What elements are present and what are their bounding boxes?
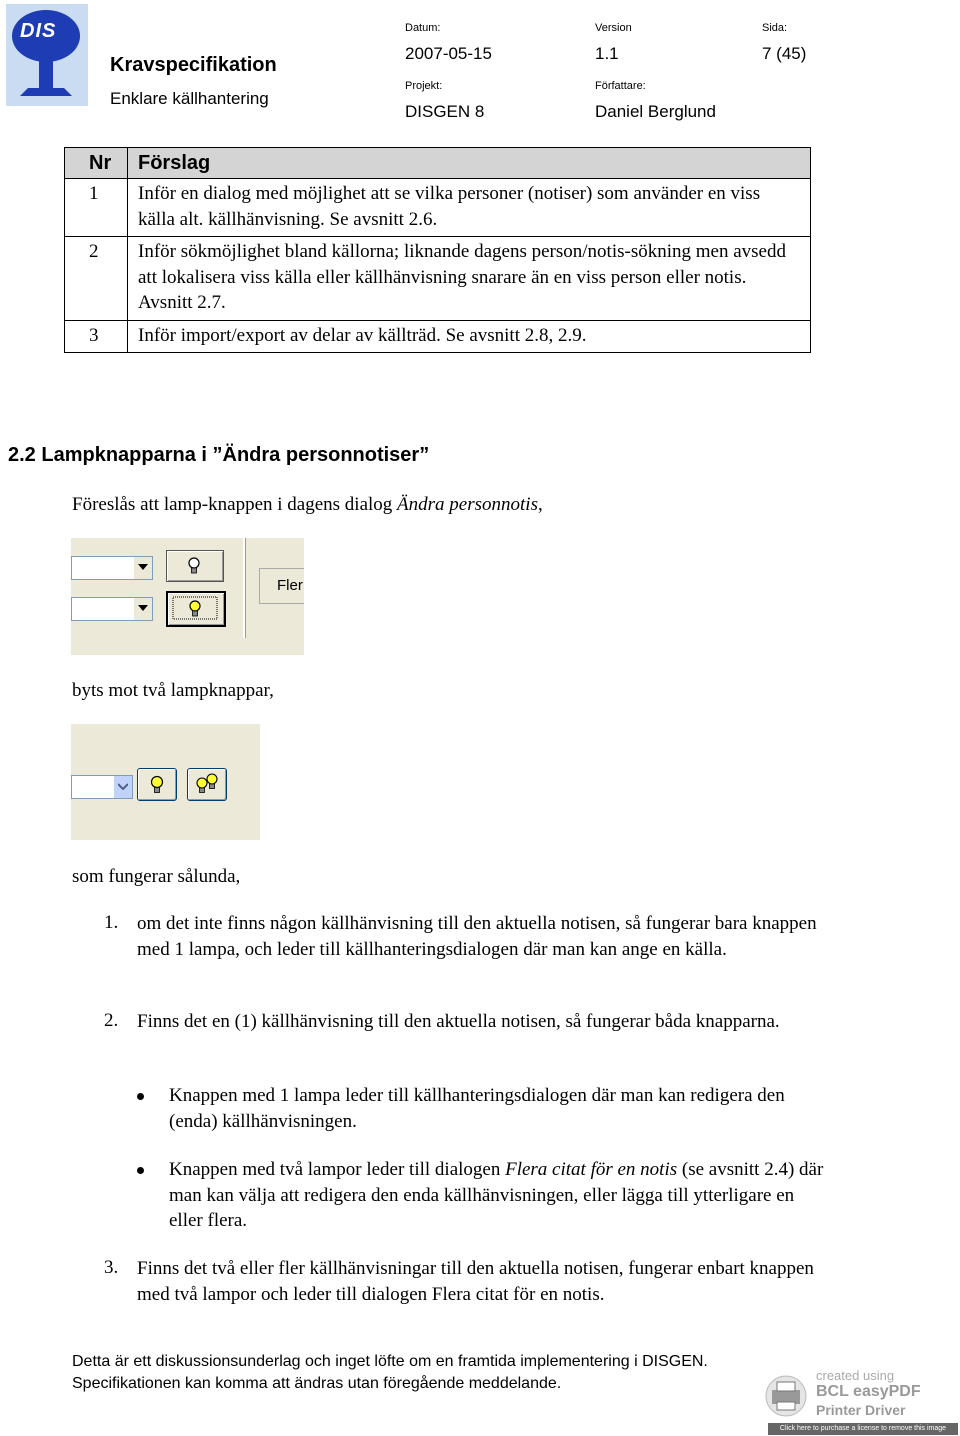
bullet-item [169,1157,829,1234]
combo-box [71,597,153,621]
footer-line: Specifikationen kan komma att ändras utan föregående meddelande. [72,1375,562,1392]
list-item: om det inte finns någon källhänvisning till den aktuella notisen, så fungerar bara knappen med 1 lampa, och leder till källhanteringsdialogen där man kan ange en källa. [137,913,817,960]
section-heading: 2.2 Lampknapparna i ”Ändra personnotiser” [8,444,430,466]
divider [243,538,246,638]
forfattare-value: Daniel Berglund [595,102,716,121]
version-label: Version [595,22,632,34]
datum-label: Datum: [405,22,441,34]
screenshot-current-lamp-button [71,538,304,655]
dis-logo [6,4,88,106]
datum-value: 2007-05-15 [405,44,492,63]
intro-end: , [537,494,543,515]
dialog-name: Flera citat för en notis [505,1159,678,1180]
bullet-text: Knappen med två lampor leder till dialogen [169,1159,506,1180]
list-number: 2. [104,1010,119,1031]
lightbulb-icon [167,551,223,581]
projekt-value: DISGEN 8 [405,102,485,121]
table-header-row [65,148,811,179]
row-text: Inför import/export av delar av källträd. Se avsnitt 2.8, 2.9. [128,320,811,353]
fler-label: Fler [277,577,303,594]
table-row [65,320,811,353]
bullet-icon [137,1093,144,1100]
dropdown-arrow-icon [133,598,152,620]
list-item: Finns det två eller fler källhänvisningar till den aktuella notisen, fungerar enbart knappen med två lampor och leder till dialogen Flera citat för en notis. [137,1258,814,1305]
watermark-line: BCL easyPDF [816,1383,921,1400]
row-text: Inför en dialog med möjlighet att se vilka personer (notiser) som använder en viss källa alt. källhänvisning. Se avsnitt 2.6. [128,179,811,237]
sida-label: Sida: [762,22,788,34]
logo-text: DIS [20,20,57,42]
lightbulb-icon [138,769,176,800]
list-number: 3. [104,1257,119,1278]
watermark-line: created using [816,1368,895,1383]
document-title: Kravspecifikation [110,54,277,76]
column-header-forslag: Förslag [128,148,811,179]
combo-box [71,556,153,580]
proposal-table [64,147,811,353]
two-lightbulbs-icon [188,769,226,800]
row-number: 2 [65,237,128,321]
pdf-watermark-stamp [760,1366,960,1436]
table-row [65,237,811,321]
intro-text: Föreslås att lamp-knappen i dagens dialog [72,494,398,515]
works-paragraph: som fungerar sålunda, [72,866,241,887]
bullet-icon [137,1167,144,1174]
document-subtitle: Enklare källhantering [110,89,269,108]
watermark-line: Printer Driver [816,1402,906,1418]
row-number: 1 [65,179,128,237]
dialog-name: Ändra personnotis [397,494,538,515]
printer-icon [762,1372,812,1418]
column-header-nr: Nr [65,148,128,179]
lightbulb-lit-icon [168,593,224,625]
dropdown-arrow-icon [113,776,132,798]
version-value: 1.1 [595,44,619,63]
bullet-item: Knappen med 1 lampa leder till källhanteringsdialogen där man kan redigera den (enda) källhänvisningen. [169,1085,785,1132]
lamp-button-active [166,591,226,627]
fler-button [259,568,304,604]
replaced-paragraph: byts mot två lampknappar, [72,680,274,701]
two-lamp-button [187,768,227,801]
watermark-bar[interactable]: Click here to purchase a license to remove this image [768,1423,958,1435]
list-number: 1. [104,912,119,933]
table-row [65,179,811,237]
one-lamp-button [137,768,177,801]
list-item: Finns det en (1) källhänvisning till den aktuella notisen, så fungerar båda knapparna. [137,1011,780,1032]
dropdown-arrow-icon [133,557,152,579]
projekt-label: Projekt: [405,80,443,92]
combo-box [71,775,133,799]
sida-value: 7 (45) [762,44,807,63]
row-text: Inför sökmöjlighet bland källorna; liknande dagens person/notis-sökning men avsedd att lokalisera viss källa eller källhänvisning snarare än en viss person eller notis. Avsnitt 2.7. [128,237,811,321]
bullet-text: (se avsnitt 2.4) där man kan välja att redigera den enda källhänvisningen, eller lägga till ytterligare en eller flera. [169,1159,824,1231]
intro-paragraph [72,492,543,518]
footer-line: Detta är ett diskussionsunderlag och inget löfte om en framtida implementering i DISGEN. [72,1353,708,1370]
forfattare-label: Författare: [595,80,646,92]
row-number: 3 [65,320,128,353]
lamp-button [166,550,224,582]
screenshot-two-lamp-buttons [71,724,260,840]
